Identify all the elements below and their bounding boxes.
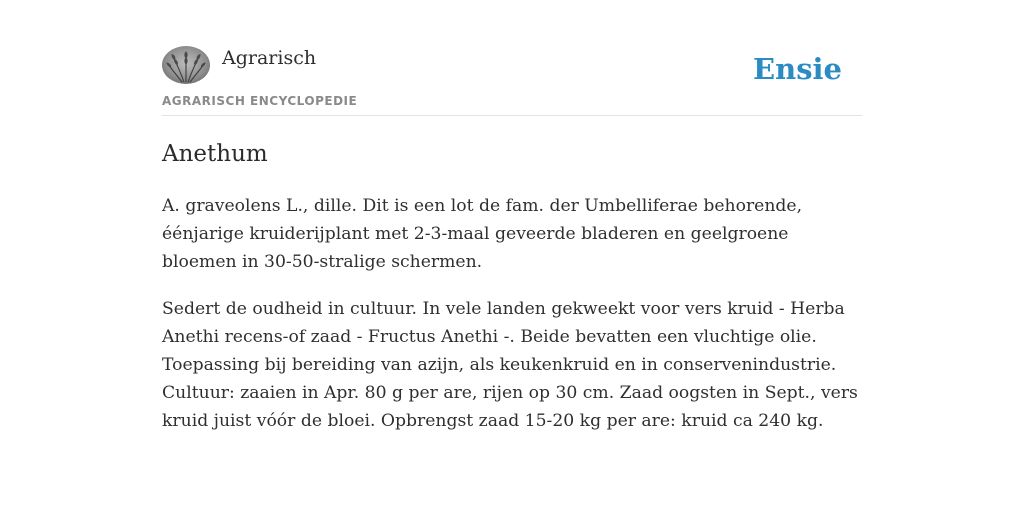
site-subtitle: AGRARISCH ENCYCLOPEDIE bbox=[162, 94, 358, 108]
article-title: Anethum bbox=[162, 141, 268, 167]
page-container bbox=[162, 0, 862, 512]
article-paragraph-1: A. graveolens L., dille. Dit is een lot de fam. der Umbelliferae behorende, éénjarige kruiderijplant met 2-3-maal geveerde bladeren en geelgroene bloemen in 30-50-stralige schermen. bbox=[162, 196, 803, 272]
brand-logo-link[interactable]: Ensie bbox=[753, 52, 842, 86]
wheat-ears-logo-icon[interactable] bbox=[162, 46, 210, 84]
site-name[interactable]: Agrarisch bbox=[222, 47, 317, 69]
site-header bbox=[162, 0, 862, 116]
article-paragraph-2: Sedert de oudheid in cultuur. In vele landen gekweekt voor vers kruid - Herba Anethi recens-of zaad - Fructus Anethi -. Beide bevatten een vluchtige olie. Toepassing bij bereiding van azijn, als keukenkruid en in conservenindustrie. Cultuur: zaaien in Apr. 80 g per are, rijen op 30 cm. Zaad oogsten in Sept., vers kruid juist vóór de bloei. Opbrengst zaad 15-20 kg per are: kruid ca 240 kg. bbox=[162, 299, 858, 431]
